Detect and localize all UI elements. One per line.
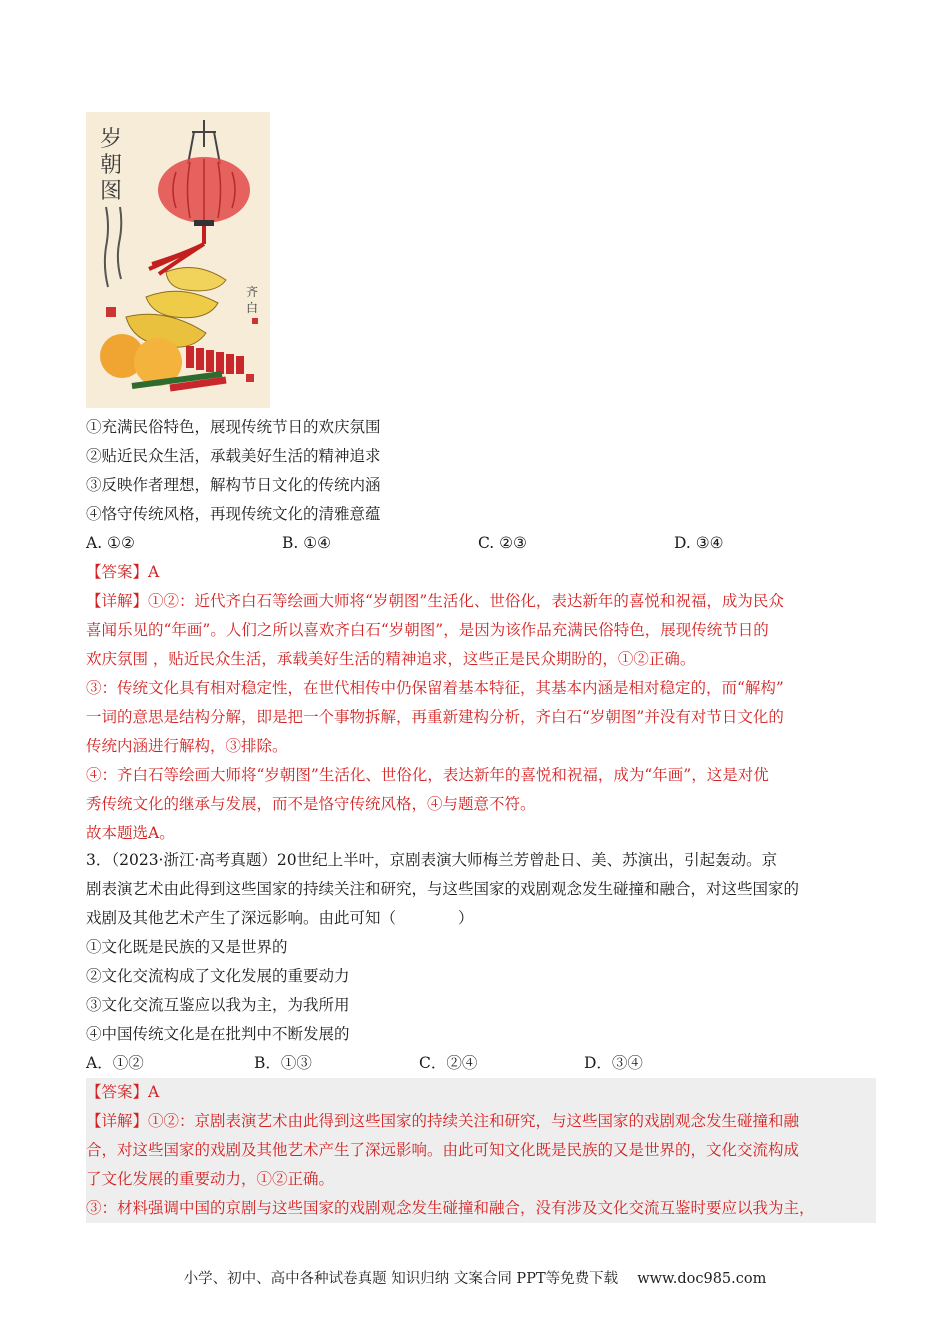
q2-explain-line: 秀传统文化的继承与发展，而不是恪守传统风格，④与题意不符。 bbox=[86, 795, 536, 813]
q3-answer: 【答案】A bbox=[86, 1078, 876, 1107]
q2-option-b: B. ①④ bbox=[282, 534, 332, 552]
q2-option-c: C. ②③ bbox=[478, 534, 527, 552]
q3-explain-line: ③：材料强调中国的京剧与这些国家的戏剧观念发生碰撞和融合，没有涉及文化交流互鉴时要应以我为主， bbox=[86, 1194, 876, 1223]
q3-option-d: D．③④ bbox=[584, 1054, 643, 1072]
q3-statement: ③文化交流互鉴应以我为主，为我所用 bbox=[86, 996, 350, 1014]
q2-answer: 【答案】A bbox=[86, 563, 160, 581]
painting-icon bbox=[86, 112, 270, 408]
q2-option-a: A. ①② bbox=[86, 534, 135, 552]
q2-conclusion: 故本题选A。 bbox=[86, 824, 175, 842]
q3-explain-line: 合，对这些国家的戏剧及其他艺术产生了深远影响。由此可知文化既是民族的又是世界的，文化交流构成 bbox=[86, 1136, 876, 1165]
q3-statement: ②文化交流构成了文化发展的重要动力 bbox=[86, 967, 350, 985]
q3-option-b: B．①③ bbox=[254, 1054, 312, 1072]
q2-statement: ④恪守传统风格，再现传统文化的清雅意蕴 bbox=[86, 505, 381, 523]
page-footer: 小学、初中、高中各种试卷真题 知识归纳 文案合同 PPT等免费下载 www.doc985.com bbox=[183, 1271, 767, 1287]
q3-stem-line: 3．（2023·浙江·高考真题）20世纪上半叶，京剧表演大师梅兰芳曾赴日、美、苏演出，引起轰动。京 bbox=[86, 851, 778, 869]
q3-explain-line: 【详解】①②：京剧表演艺术由此得到这些国家的持续关注和研究，与这些国家的戏剧观念发生碰撞和融 bbox=[86, 1107, 876, 1136]
q3-option-a: A．①② bbox=[86, 1054, 144, 1072]
q2-statement: ③反映作者理想，解构节日文化的传统内涵 bbox=[86, 476, 381, 494]
q2-explain-line: 【详解】①②：近代齐白石等绘画大师将“岁朝图”生活化、世俗化，表达新年的喜悦和祝福，成为民众 bbox=[86, 592, 784, 610]
q2-options bbox=[86, 529, 876, 558]
q3-options bbox=[86, 1049, 876, 1078]
q2-explain-line: 一词的意思是结构分解，即是把一个事物拆解，再重新建构分析，齐白石“岁朝图”并没有对节日文化的 bbox=[86, 708, 784, 726]
q2-explain-line: ④：齐白石等绘画大师将“岁朝图”生活化、世俗化，表达新年的喜悦和祝福，成为“年画”，这是对优 bbox=[86, 766, 769, 784]
q3-statement: ④中国传统文化是在批判中不断发展的 bbox=[86, 1025, 350, 1043]
q2-explain-line: 传统内涵进行解构，③排除。 bbox=[86, 737, 288, 755]
q3-stem-line: 剧表演艺术由此得到这些国家的持续关注和研究，与这些国家的戏剧观念发生碰撞和融合，对这些国家的 bbox=[86, 880, 800, 898]
painting-image bbox=[86, 112, 270, 408]
q3-option-c: C．②④ bbox=[419, 1054, 478, 1072]
svg-text:岁: 岁 bbox=[100, 127, 123, 152]
q3-statement: ①文化既是民族的又是世界的 bbox=[86, 938, 288, 956]
q2-explain-line: 喜闻乐见的“年画”。人们之所以喜欢齐白石“岁朝图”，是因为该作品充满民俗特色，展现传统节日的 bbox=[86, 621, 769, 639]
svg-text:朝: 朝 bbox=[100, 153, 123, 178]
svg-text:图: 图 bbox=[100, 179, 123, 204]
q3-explain-line: 了文化发展的重要动力，①②正确。 bbox=[86, 1165, 876, 1194]
q2-option-d: D. ③④ bbox=[674, 534, 724, 552]
svg-text:齐: 齐 bbox=[246, 285, 259, 299]
q2-explain-line: ③：传统文化具有相对稳定性，在世代相传中仍保留着基本特征，其基本内涵是相对稳定的，而“解构” bbox=[86, 679, 784, 697]
svg-text:白: 白 bbox=[246, 301, 259, 315]
q3-block bbox=[86, 846, 876, 1223]
q2-statement: ①充满民俗特色，展现传统节日的欢庆氛围 bbox=[86, 418, 381, 436]
q3-stem-line: 戏剧及其他艺术产生了深远影响。由此可知（ ） bbox=[86, 909, 474, 927]
q2-block bbox=[86, 413, 876, 848]
q2-statement: ②贴近民众生活，承载美好生活的精神追求 bbox=[86, 447, 381, 465]
q2-explain-line: 欢庆氛围 ，贴近民众生活，承载美好生活的精神追求，这些正是民众期盼的，①②正确。 bbox=[86, 650, 696, 668]
